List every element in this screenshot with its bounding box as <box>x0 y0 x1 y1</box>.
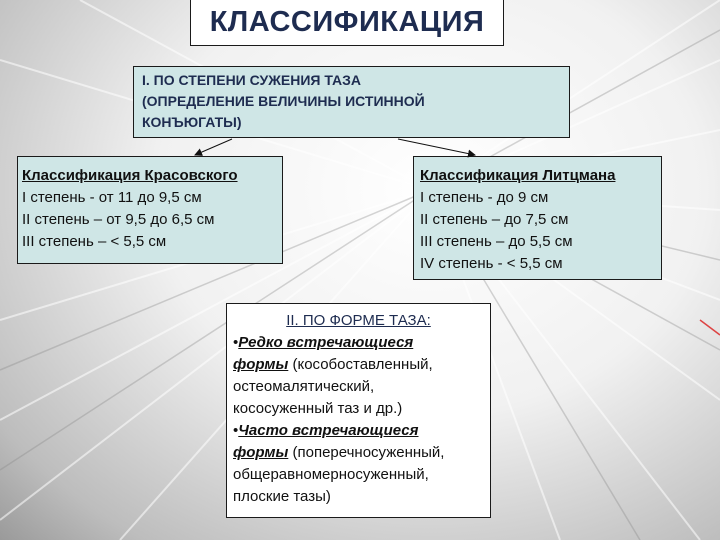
litzmann-heading: Классификация Литцмана <box>420 167 616 184</box>
section1-line-1: I. ПО СТЕПЕНИ СУЖЕНИЯ ТАЗА <box>142 72 362 88</box>
section-pelvis-shape <box>226 303 491 518</box>
section1-line-3: КОНЪЮГАТЫ) <box>142 114 242 130</box>
rare-forms-heading: Редко встречающиеся <box>238 334 414 351</box>
common-forms-heading-cont: формы <box>233 444 289 461</box>
section1-line-2: (ОПРЕДЕЛЕНИЕ ВЕЛИЧИНЫ ИСТИННОЙ <box>142 93 425 109</box>
common-forms-bullet: • <box>233 422 239 439</box>
section-degree-of-narrowing <box>133 66 570 138</box>
krasovsky-classification-box <box>17 156 283 264</box>
page-title: КЛАССИФИКАЦИЯ <box>209 6 485 38</box>
rare-forms-example-3: кососуженный таз и др.) <box>233 400 403 417</box>
rare-forms-heading-cont: формы <box>233 356 289 373</box>
rare-forms-example-1: (кособоставленный, <box>288 356 433 373</box>
litzmann-classification-box <box>413 156 662 280</box>
rare-forms-bullet: • <box>233 334 239 351</box>
common-forms-example-3: плоские тазы) <box>233 488 331 505</box>
krasovsky-heading: Классификация Красовского <box>22 167 238 184</box>
common-forms-example-1: (поперечносуженный, <box>288 444 445 461</box>
litzmann-degree-3: III степень – до 5,5 см <box>420 233 573 250</box>
common-forms-heading: Часто встречающиеся <box>238 422 419 439</box>
title-box <box>190 0 504 46</box>
litzmann-degree-1: I степень - до 9 см <box>420 189 549 206</box>
krasovsky-degree-1: I степень - от 11 до 9,5 см <box>22 189 202 206</box>
rare-forms-example-2: остеомалятический, <box>233 378 375 395</box>
krasovsky-degree-3: III степень – < 5,5 см <box>22 233 167 250</box>
litzmann-degree-2: II степень – до 7,5 см <box>420 211 569 228</box>
krasovsky-degree-2: II степень – от 9,5 до 6,5 см <box>22 211 215 228</box>
section2-title: II. ПО ФОРМЕ ТАЗА: <box>286 312 431 329</box>
common-forms-example-2: общеравномерносуженный, <box>233 466 429 483</box>
litzmann-degree-4: IV степень - < 5,5 см <box>420 255 563 272</box>
